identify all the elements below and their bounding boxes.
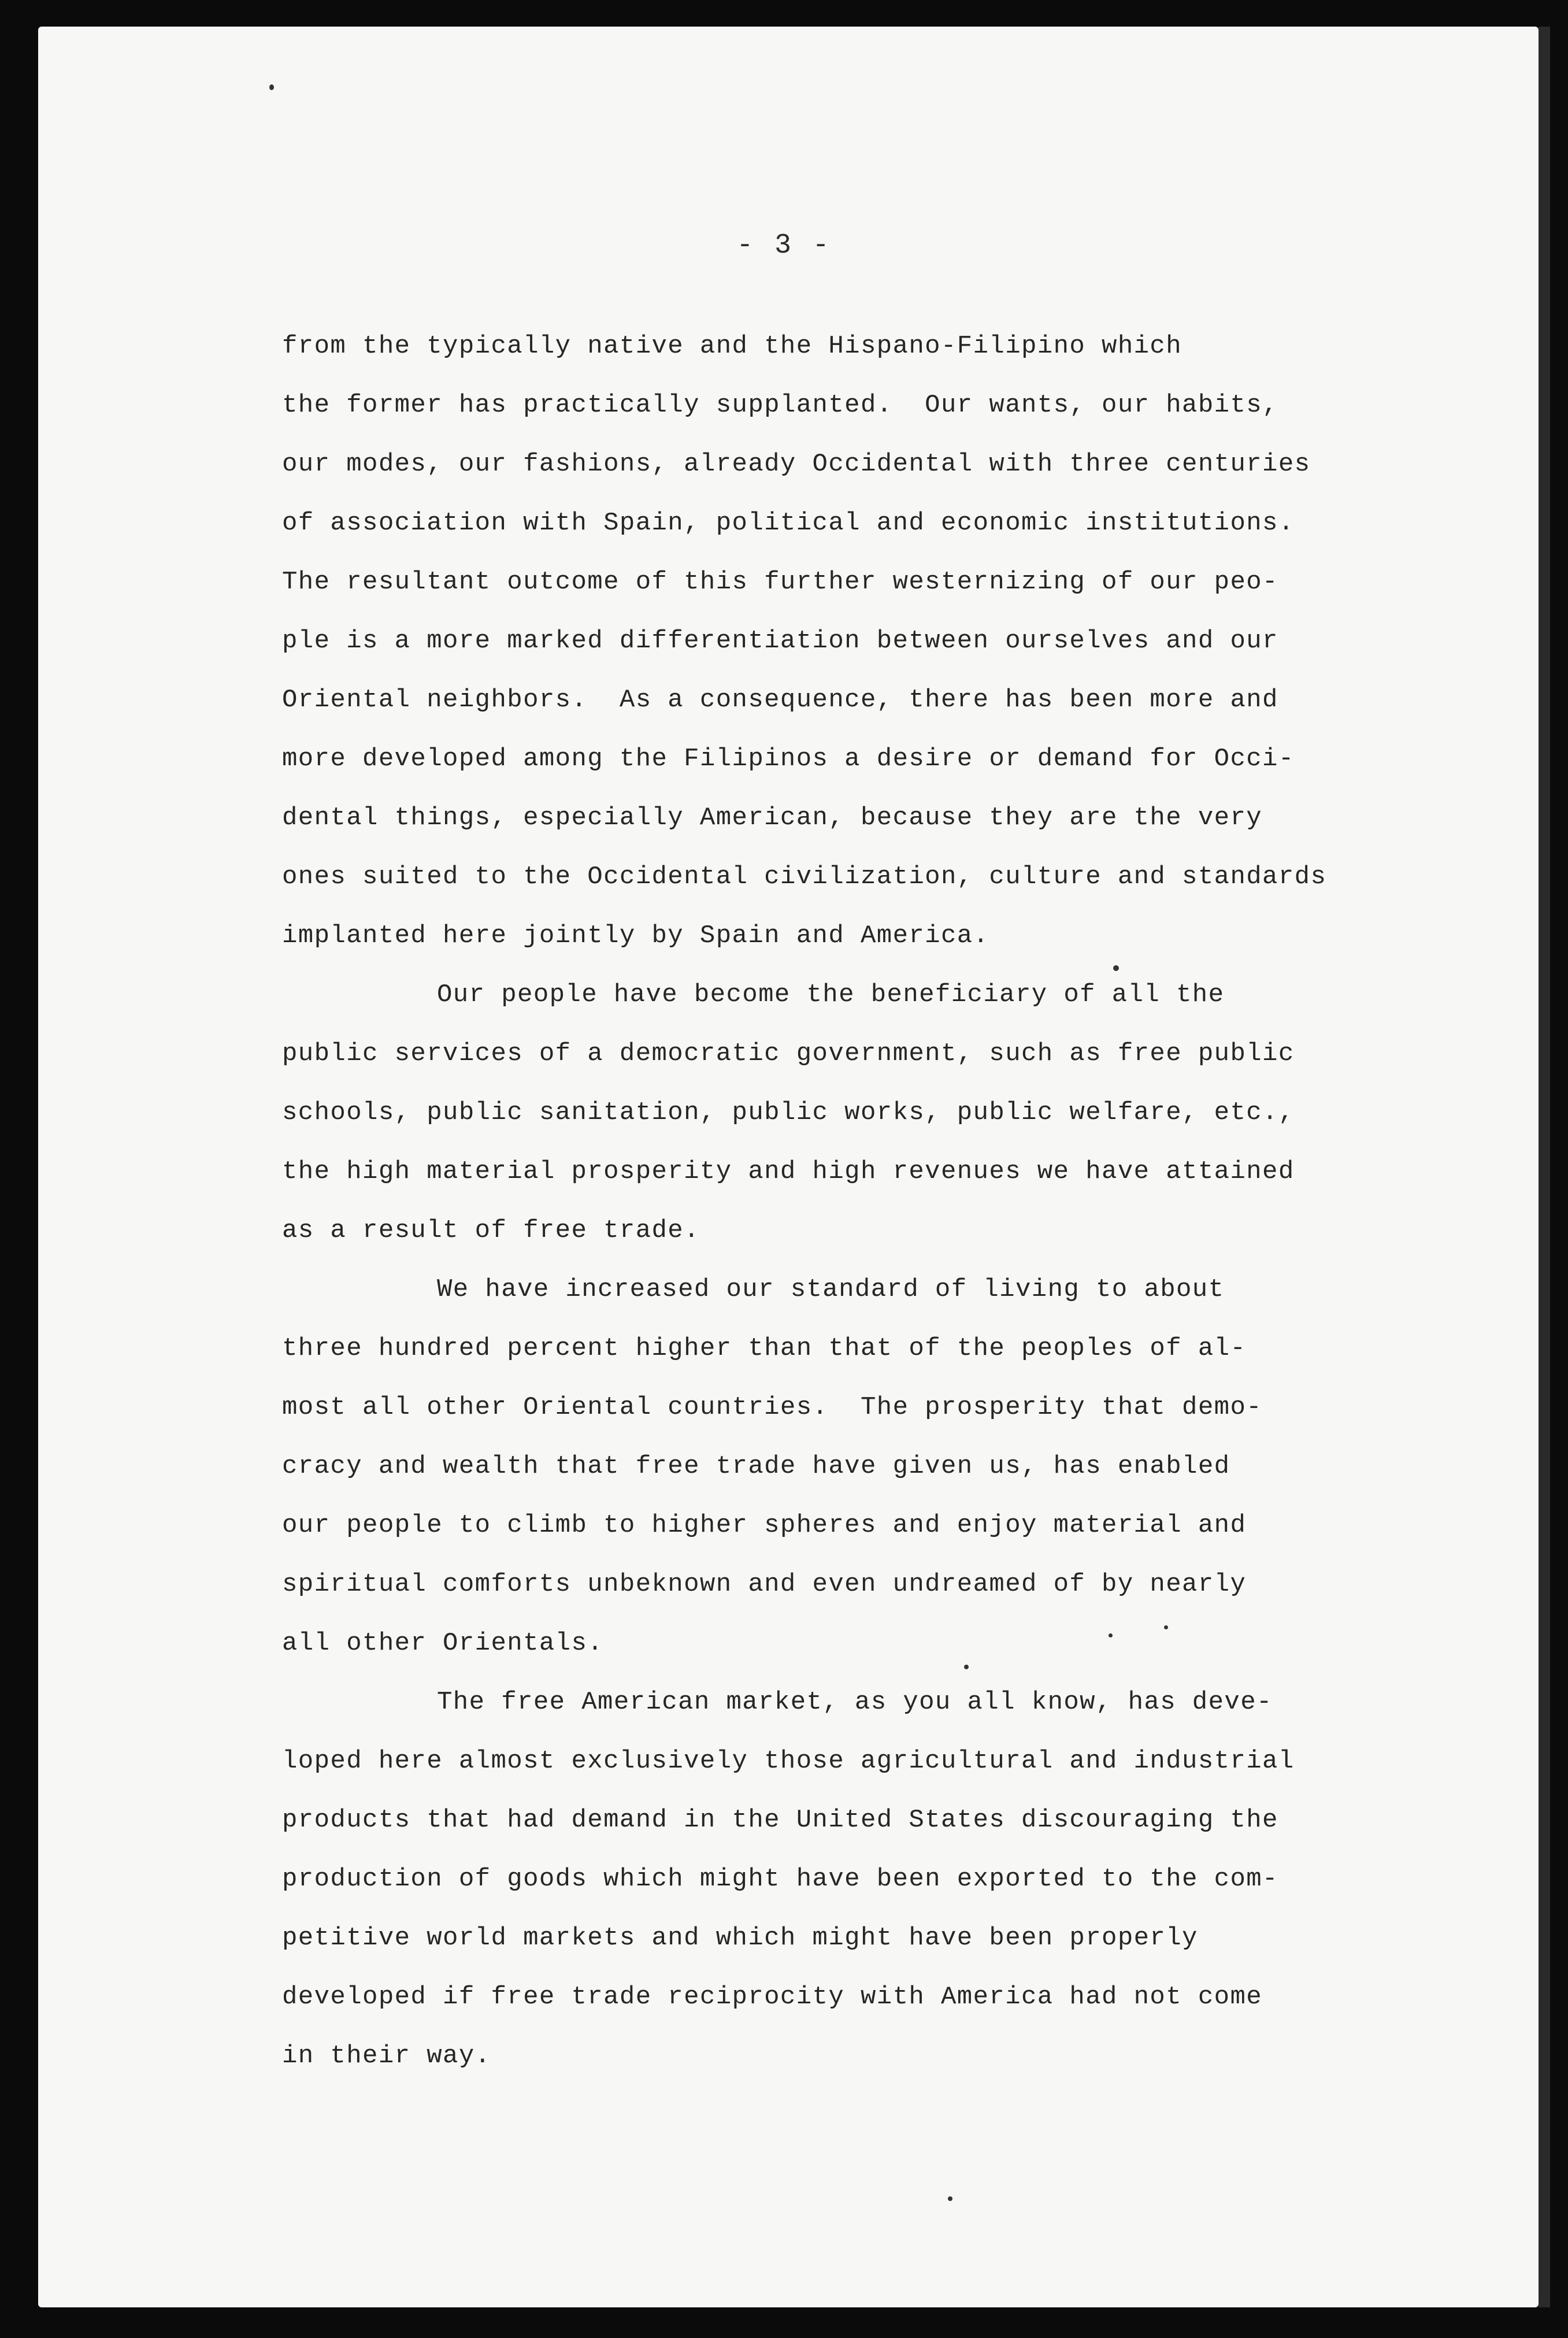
text-line: petitive world markets and which might have been properly bbox=[282, 1924, 1198, 1952]
text-line: from the typically native and the Hispano-Filipino which bbox=[282, 332, 1183, 361]
text-line: Oriental neighbors. As a consequence, there has been more and bbox=[282, 686, 1278, 714]
text-line: in their way. bbox=[282, 2041, 491, 2070]
scan-speck bbox=[1164, 1625, 1168, 1629]
scan-speck bbox=[1109, 1633, 1113, 1637]
scan-speck bbox=[1113, 965, 1119, 971]
text-line: our people to climb to higher spheres and enjoy material and bbox=[282, 1511, 1247, 1540]
text-line: dental things, especially American, because they are the very bbox=[282, 803, 1263, 832]
text-line: spiritual comforts unbeknown and even undreamed of by nearly bbox=[282, 1570, 1247, 1599]
paragraph-start-line: We have increased our standard of living to about bbox=[437, 1275, 1225, 1304]
text-line: cracy and wealth that free trade have given us, has enabled bbox=[282, 1452, 1230, 1481]
page-edge-shadow bbox=[1539, 27, 1550, 2307]
text-line: the high material prosperity and high revenues we have attained bbox=[282, 1157, 1295, 1186]
scan-speck bbox=[964, 1665, 969, 1669]
paragraph-start-line: Our people have become the beneficiary of all the bbox=[437, 980, 1225, 1009]
text-line: all other Orientals. bbox=[282, 1629, 604, 1658]
scan-speck bbox=[948, 2196, 952, 2201]
text-line: ones suited to the Occidental civilization, culture and standards bbox=[282, 862, 1327, 891]
text-line: most all other Oriental countries. The prosperity that demo- bbox=[282, 1393, 1263, 1422]
text-line: production of goods which might have been exported to the com- bbox=[282, 1865, 1278, 1894]
text-line: our modes, our fashions, already Occidental with three centuries bbox=[282, 450, 1311, 479]
scan-speck bbox=[269, 84, 274, 90]
text-line: three hundred percent higher than that of the peoples of al- bbox=[282, 1334, 1247, 1363]
text-line: of association with Spain, political and economic institutions. bbox=[282, 509, 1295, 538]
text-line: products that had demand in the United States discouraging the bbox=[282, 1806, 1278, 1835]
document-body bbox=[282, 317, 1444, 2085]
text-line: implanted here jointly by Spain and America. bbox=[282, 921, 989, 950]
text-line: ple is a more marked differentiation between ourselves and our bbox=[282, 627, 1278, 655]
text-line: more developed among the Filipinos a desire or demand for Occi- bbox=[282, 744, 1295, 773]
paragraph-start-line: The free American market, as you all know, has deve- bbox=[437, 1688, 1273, 1717]
text-line: the former has practically supplanted. Our wants, our habits, bbox=[282, 391, 1278, 420]
text-line: schools, public sanitation, public works, public welfare, etc., bbox=[282, 1098, 1295, 1127]
text-line: public services of a democratic government, such as free public bbox=[282, 1039, 1295, 1068]
text-line: as a result of free trade. bbox=[282, 1216, 700, 1245]
page-number: - 3 - bbox=[736, 230, 832, 261]
text-line: loped here almost exclusively those agricultural and industrial bbox=[282, 1747, 1295, 1776]
text-line: The resultant outcome of this further westernizing of our peo- bbox=[282, 568, 1278, 596]
text-line: developed if free trade reciprocity with America had not come bbox=[282, 1983, 1263, 2011]
